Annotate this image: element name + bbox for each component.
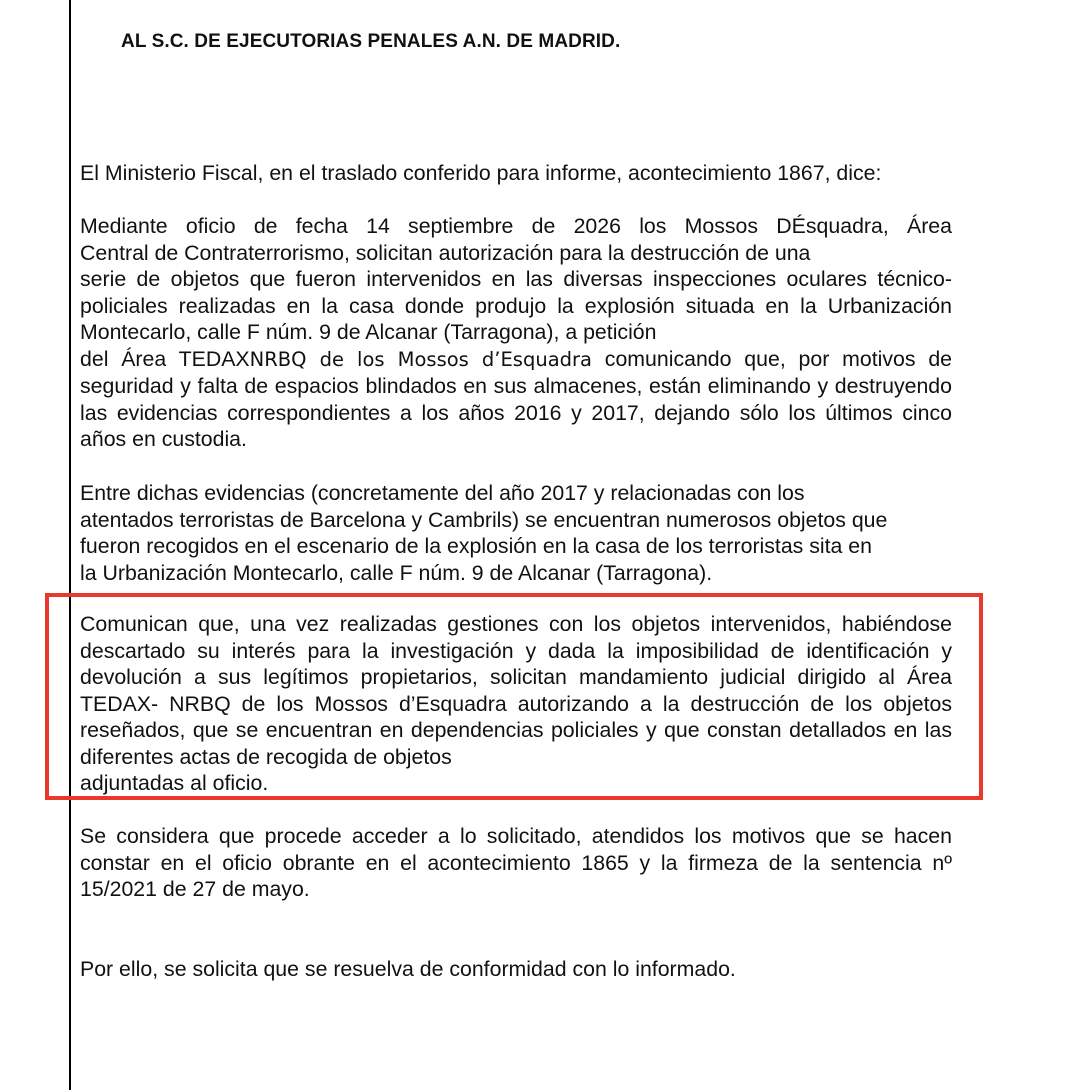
paragraph-1-block-a: serie de objetos que fueron intervenidos en las diversas inspecciones oculares técnico-policiales realizadas en la casa donde produjo la explosión situada en la Urbanización Montecarlo, calle F núm. 9 de Alcanar (Tarragona), a petición — [80, 267, 952, 344]
paragraph-4: Se considera que procede acceder a lo solicitado, atendidos los motivos que se hacen constar en el oficio obrante en el acontecimiento 1865 y la firmeza de la sentencia nº 15/2021 de 27 de mayo. — [80, 824, 952, 901]
paragraph-1-line-2: Central de Contraterrorismo, solicitan autorización para la destrucción de una — [80, 240, 811, 265]
paragraph-2-line-4: la Urbanización Montecarlo, calle F núm. 9 de Alcanar (Tarragona). — [80, 560, 713, 585]
paragraph-1-line-1: Mediante oficio de fecha 14 septiembre de 2026 los Mossos DÉsquadra, Área — [80, 214, 952, 238]
paragraph-1-block-b — [80, 346, 952, 453]
paragraph-1-rest: comunicando que, por motivos de seguridad y falta de espacios blindados en sus almacenes, están eliminando y destruyendo las evidencias correspondientes a los años 2016 y 2017, dejando sólo los últimos cinco años en custodia. — [80, 346, 953, 451]
paragraph-2-line-1: Entre dichas evidencias (concretamente del año 2017 y relacionadas con los — [80, 481, 805, 505]
intro-paragraph: El Ministerio Fiscal, en el traslado conferido para informe, acontecimiento 1867, dice: — [80, 161, 882, 185]
paragraph-2-line-3: fueron recogidos en el escenario de la explosión en la casa de los terroristas sita en — [80, 534, 872, 558]
paragraph-1 — [80, 213, 952, 453]
paragraph-3-body: Comunican que, una vez realizadas gestiones con los objetos intervenidos, habiéndose descartado su interés para la investigación y dada la imposibilidad de identificación y devolución a sus legítimos propietarios, solicitan mandamiento judicial dirigido al Área TEDAX- NRBQ de los Mossos d’Esquadra autorizando a la destrucción de los objetos reseñados, que se encuentran en dependencias policiales y que constan detallados en las diferentes actas de recogida de objetos — [80, 612, 952, 769]
margin-line — [69, 0, 71, 1090]
paragraph-2-line-2: atentados terroristas de Barcelona y Cambrils) se encuentran numerosos objetos que — [80, 507, 888, 532]
paragraph-2 — [80, 480, 952, 586]
paragraph-3-last-line: adjuntadas al oficio. — [80, 771, 269, 795]
tedax-area-text: del Área TEDAX — [80, 346, 250, 371]
addressee-heading: AL S.C. DE EJECUTORIAS PENALES A.N. DE MADRID. — [121, 31, 621, 52]
mossos-unit-text: NRBQ de los Mossos d’Esquadra — [249, 347, 592, 371]
paragraph-3 — [80, 611, 952, 797]
closing-paragraph: Por ello, se solicita que se resuelva de conformidad con lo informado. — [80, 957, 736, 981]
